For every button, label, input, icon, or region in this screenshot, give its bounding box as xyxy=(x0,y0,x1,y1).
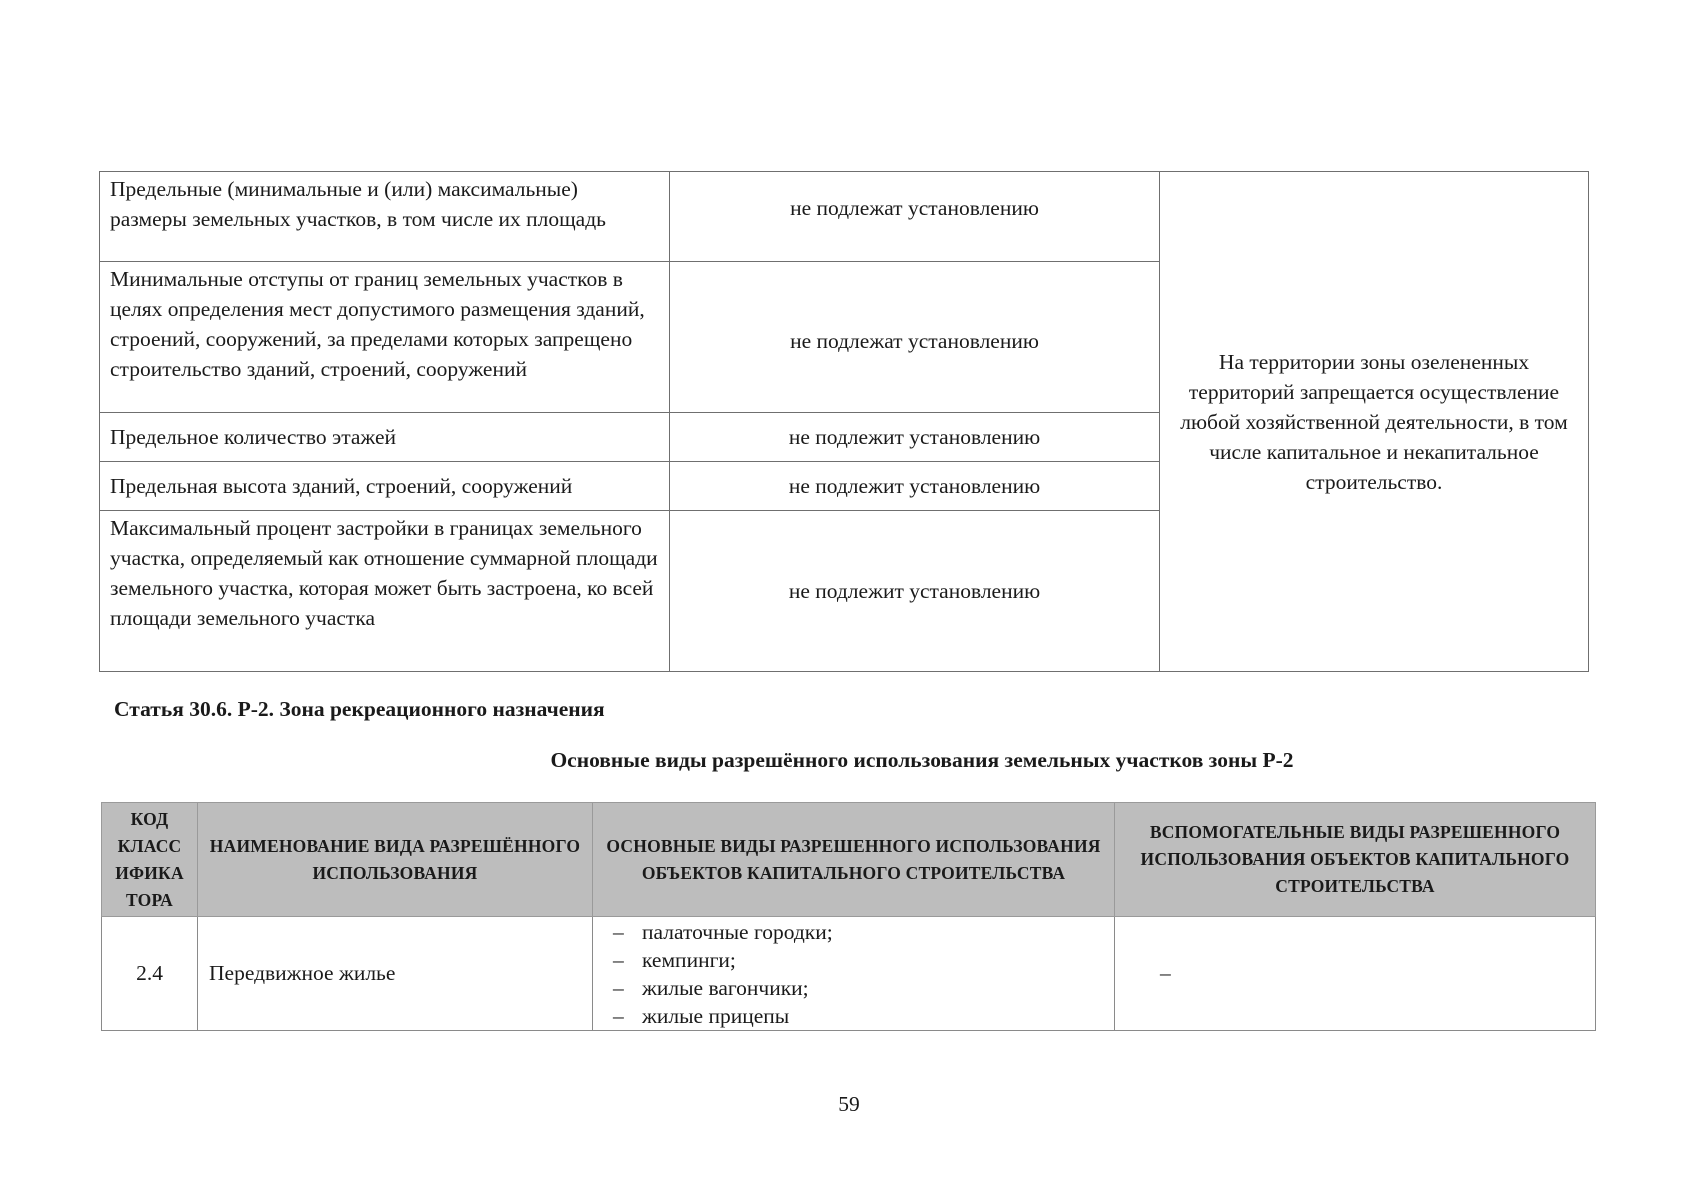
article-title: Статья 30.6. Р-2. Зона рекреационного назначения xyxy=(114,697,605,721)
page-number: 59 xyxy=(838,1092,860,1116)
limit-value xyxy=(670,172,1160,262)
dash-marker: – xyxy=(613,947,624,972)
limit-value-text: не подлежат установлению xyxy=(790,329,1039,353)
list-item xyxy=(613,946,1114,974)
limit-value xyxy=(670,262,1160,413)
header-main-uses: ОСНОВНЫЕ ВИДЫ РАЗРЕШЕННОГО ИСПОЛЬЗОВАНИЯ ОБЪЕКТОВ КАПИТАЛЬНОГО СТРОИТЕЛЬСТВА xyxy=(593,803,1115,917)
dash-marker: – xyxy=(613,919,624,944)
list-item-text: палаточные городки; xyxy=(642,919,833,944)
zone-restriction-note: На территории зоны озелененных территорий запрещается осуществление любой хозяйственной деятельности, в том числе капитальное и некапитальное строительство. xyxy=(1160,172,1589,672)
limits-row xyxy=(100,172,1589,262)
list-item-text: жилые прицепы xyxy=(642,1003,790,1028)
limit-value: не подлежит установлению xyxy=(670,462,1160,511)
dash-marker: – xyxy=(613,975,624,1000)
limit-name: Максимальный процент застройки в границах земельного участка, определяемый как отношение суммарной площади земельного участка, которая может быть застроена, ко всей площади земельного участка xyxy=(100,511,670,672)
limit-name: Предельная высота зданий, строений, сооружений xyxy=(100,462,670,511)
main-uses xyxy=(593,917,1115,1031)
list-item xyxy=(613,974,1114,1002)
section-title xyxy=(0,748,1698,773)
section-title-text: Основные виды разрешённого использования земельных участков зоны Р-2 xyxy=(550,748,1294,772)
header-use-name: НАИМЕНОВАНИЕ ВИДА РАЗРЕШЁННОГО ИСПОЛЬЗОВАНИЯ xyxy=(198,803,593,917)
main-uses-list xyxy=(613,918,1114,1030)
auxiliary-uses: – xyxy=(1115,917,1596,1031)
list-item-text: кемпинги; xyxy=(642,947,736,972)
limit-value: не подлежит установлению xyxy=(670,511,1160,672)
list-item xyxy=(613,918,1114,946)
use-name: Передвижное жилье xyxy=(198,917,593,1031)
classifier-code: 2.4 xyxy=(102,917,198,1031)
dash-marker: – xyxy=(613,1003,624,1028)
header-code: КОД КЛАСС ИФИКА ТОРА xyxy=(102,803,198,917)
limit-name: Минимальные отступы от границ земельных участков в целях определения мест допустимого размещения зданий, строений, сооружений, за пределами которых запрещено строительство зданий, строений, сооружений xyxy=(100,262,670,413)
header-auxiliary-uses: ВСПОМОГАТЕЛЬНЫЕ ВИДЫ РАЗРЕШЕННОГО ИСПОЛЬЗОВАНИЯ ОБЪЕКТОВ КАПИТАЛЬНОГО СТРОИТЕЛЬСТВА xyxy=(1115,803,1596,917)
table-header-row xyxy=(102,803,1596,917)
table-row xyxy=(102,917,1596,1031)
limits-table xyxy=(99,171,1589,672)
limit-value: не подлежит установлению xyxy=(670,413,1160,462)
limit-value-text: не подлежат установлению xyxy=(790,196,1039,220)
limit-name: Предельные (минимальные и (или) максимальные) размеры земельных участков, в том числе их площадь xyxy=(100,172,670,262)
limit-name: Предельное количество этажей xyxy=(100,413,670,462)
permitted-uses-table xyxy=(101,802,1596,1031)
list-item xyxy=(613,1002,1114,1030)
list-item-text: жилые вагончики; xyxy=(642,975,809,1000)
